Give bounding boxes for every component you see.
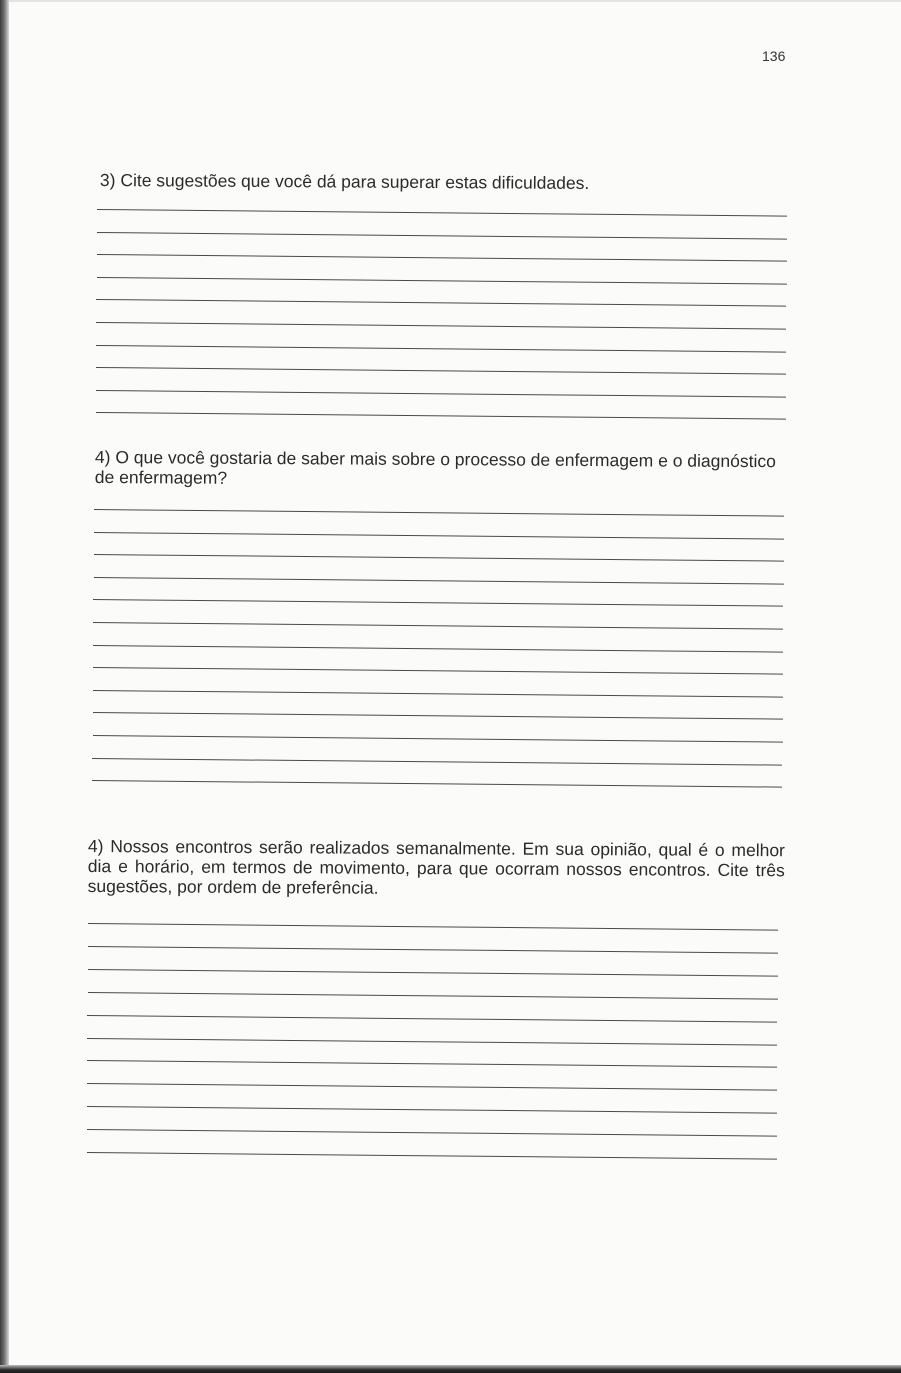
scan-top-edge [9, 0, 901, 2]
answer-line [92, 735, 782, 743]
answer-line [88, 923, 778, 931]
answer-line [86, 1152, 776, 1160]
answer-line [87, 1129, 777, 1137]
question-4b-text: 4) Nossos encontros serão realizados semanalmente. Em sua opinião, qual é o melhor dia e horário, em termos de movimento, para que ocorram nossos encontros. Cite três sugestões, por ordem de preferência. [87, 836, 785, 898]
answer-line [93, 599, 783, 607]
answer-line [93, 690, 783, 698]
answer-line [87, 1083, 777, 1091]
answer-line [93, 645, 783, 653]
answer-line [88, 992, 778, 1000]
answer-line [87, 1060, 777, 1068]
scan-binding-edge [0, 0, 9, 1373]
answer-line [96, 390, 786, 398]
answer-line [93, 667, 783, 675]
answer-line [94, 577, 784, 585]
answer-line [92, 758, 782, 766]
scan-bottom-edge [0, 1365, 901, 1373]
answer-line [96, 322, 786, 330]
answer-line [87, 1015, 777, 1023]
answer-line [97, 254, 787, 262]
answer-line [96, 367, 786, 375]
answer-line [96, 412, 786, 420]
answer-line [93, 712, 783, 720]
answer-line [97, 209, 787, 217]
answer-line [94, 509, 784, 517]
answer-line [96, 299, 786, 307]
question-4-text: 4) O que você gostaria de saber mais sobre o processo de enfermagem e o diagnóstico de enfermagem? [94, 447, 776, 488]
answer-line [88, 946, 778, 954]
answer-line [88, 969, 778, 977]
answer-line [97, 277, 787, 285]
answer-line [87, 1038, 777, 1046]
question-3-text: 3) Cite sugestões que você dá para superar estas dificuldades. [99, 170, 590, 193]
answer-line [94, 532, 784, 540]
answer-line [96, 345, 786, 353]
answer-line [97, 232, 787, 240]
answer-line [87, 1106, 777, 1114]
answer-line [93, 622, 783, 630]
answer-line [94, 554, 784, 562]
page-number: 136 [762, 48, 786, 64]
answer-line [92, 780, 782, 788]
